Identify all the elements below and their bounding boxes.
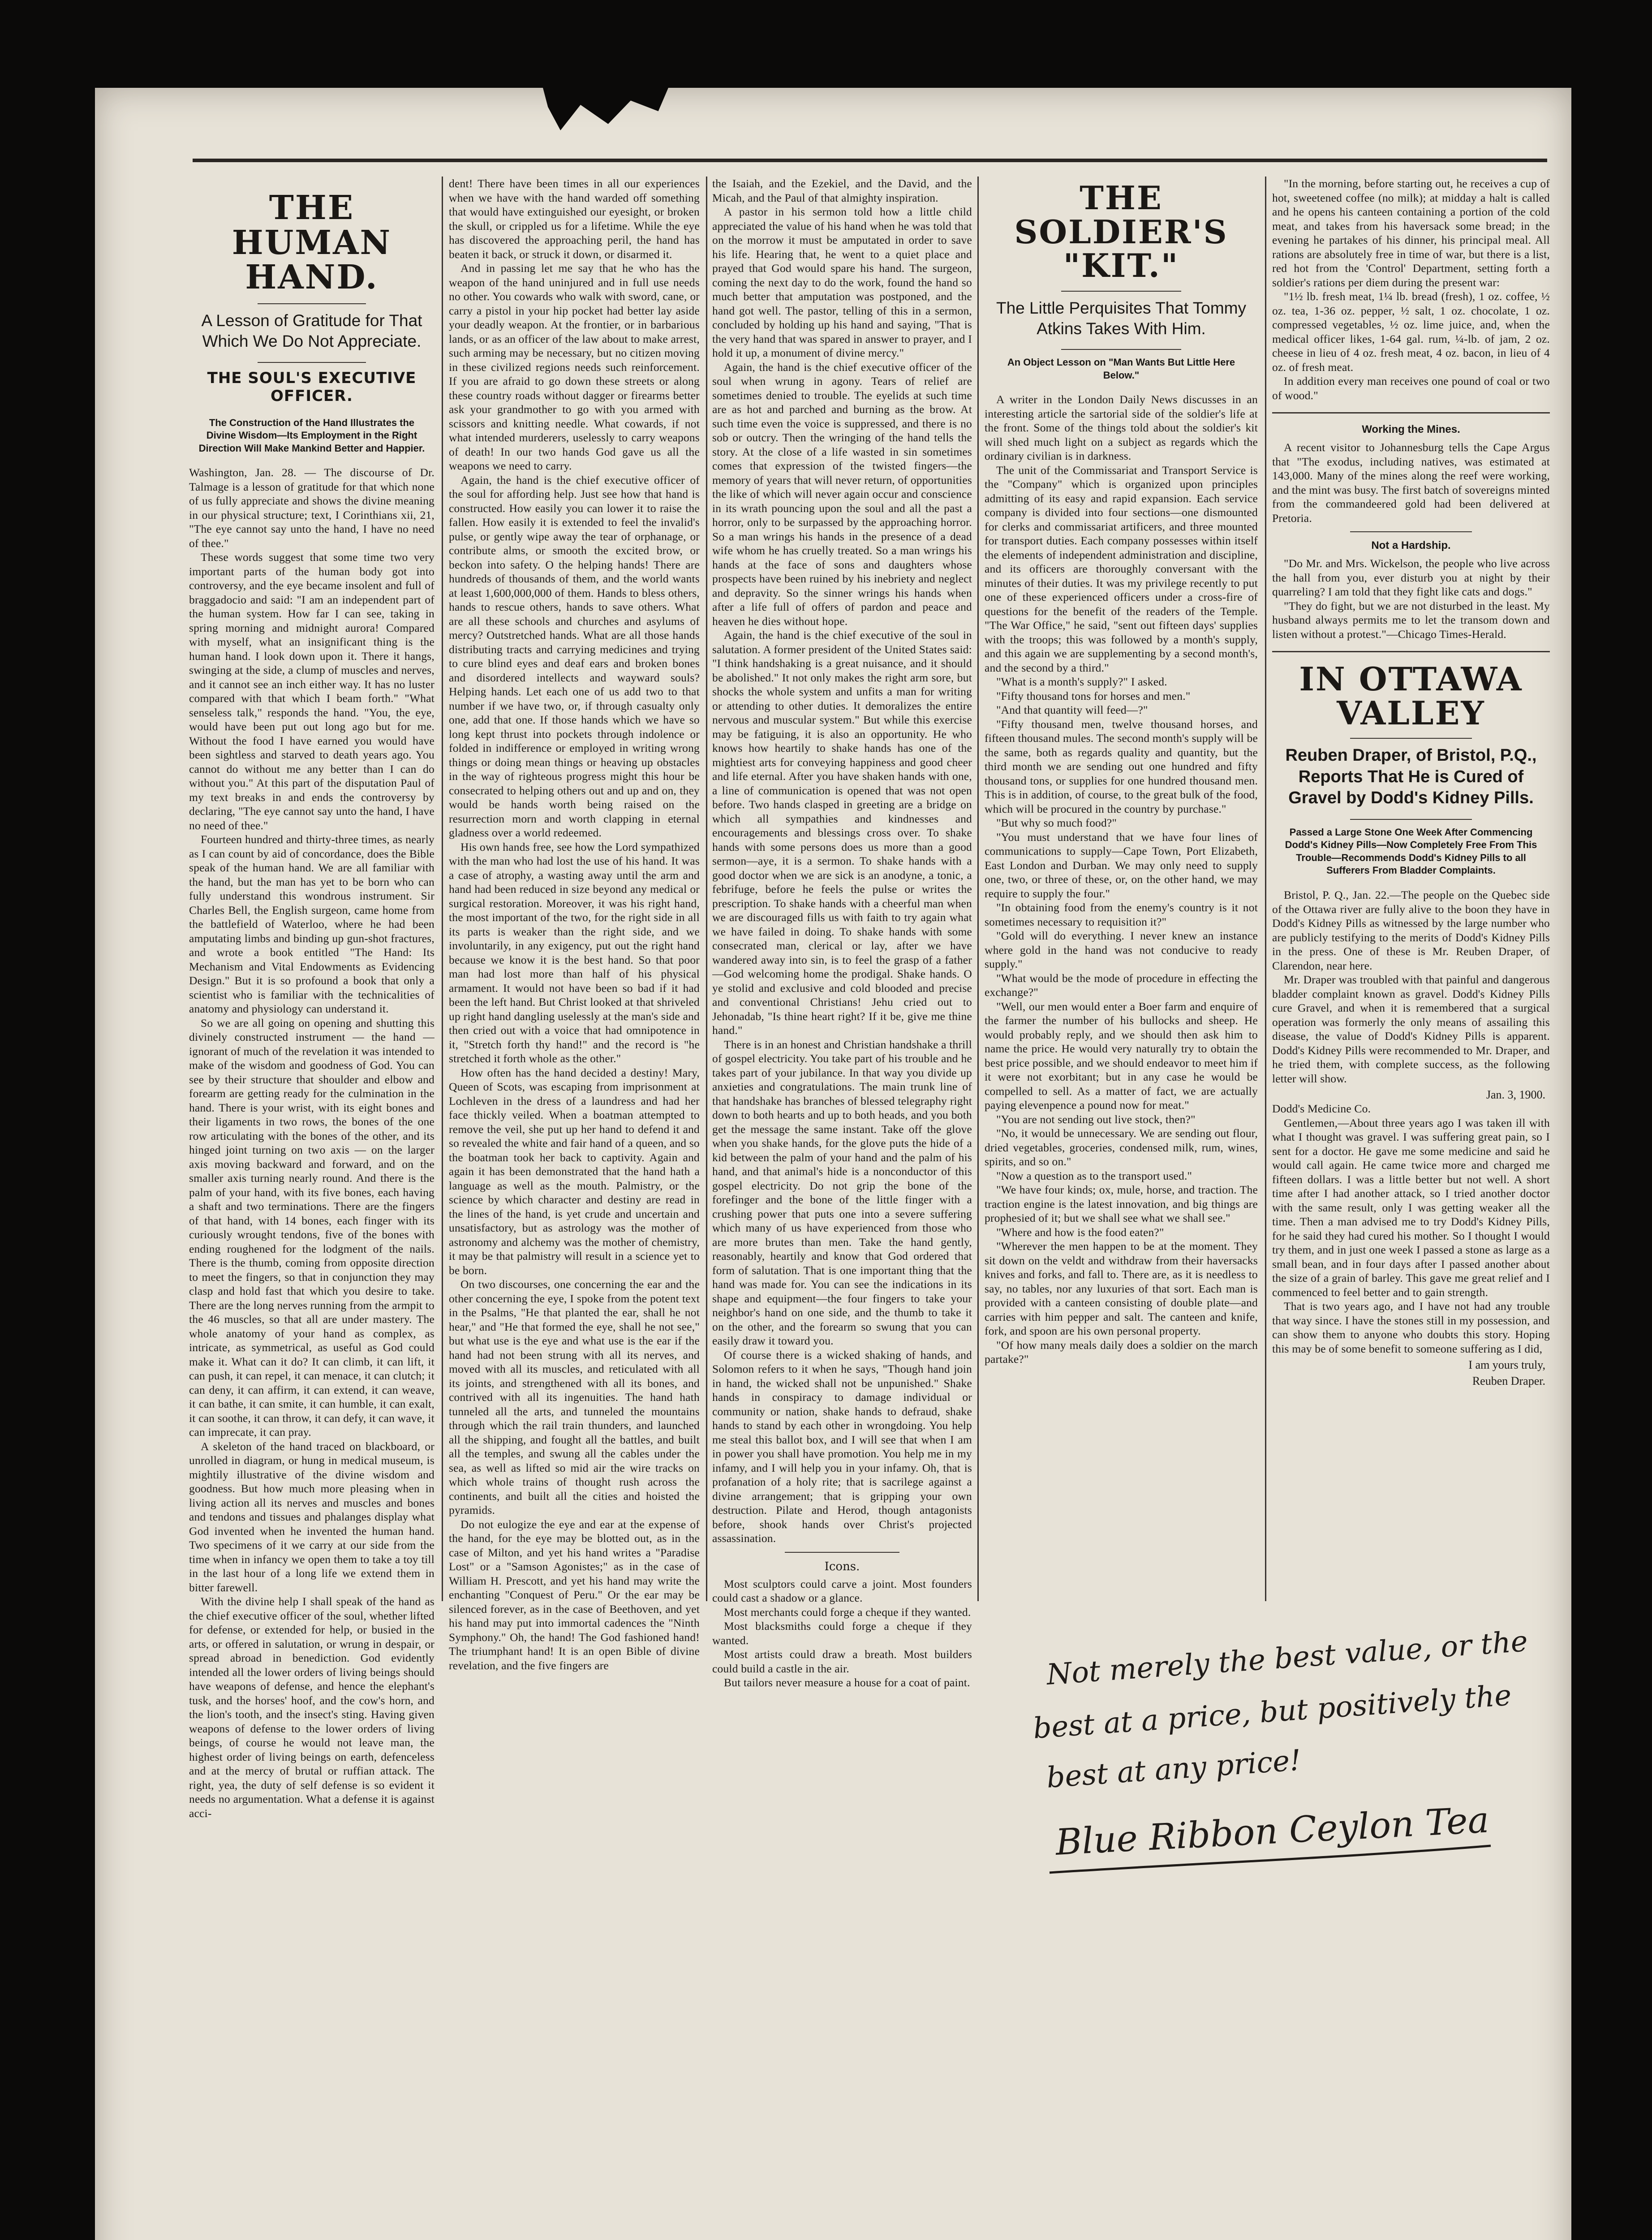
section-rule: [1272, 651, 1550, 652]
paragraph: On two discourses, one concerning the ear and the other concerning the eye, I spoke from the potent text in the Psalms, "He that planted the ear, shall he not hear," and "He that formed the eye, shall he not see," but what use is the eye and what use is the ear if the hand had not been strung with all its nerves, and moved with all its muscles, and reticulated with all its joints, and strengthened with all its bones, and contrived with all its ingenuities. The hand hath tunneled all the arts, and tunneled the mountains through which the rail train thunders, and launched all the shipping, and fought all the battles, and built all the temples, and swung all the cables under the sea, as well as lifted so mid air the wire tracks on which whole trains of thought rush across the continents, and built all the cities and hoisted the pyramids.: [449, 1278, 700, 1516]
paragraph: Most artists could draw a breath. Most builders could build a castle in the air.: [712, 1648, 972, 1675]
ad-brand: Blue Ribbon Ceylon Tea: [1054, 1799, 1490, 1863]
section-heading: THE SOUL'S EXECUTIVE OFFICER.: [207, 369, 417, 405]
paragraph: These words suggest that some time two very important parts of the human body got into controversy, and the eye became insolent and full of braggadocio and said: "I am an independent part of the human system. How far I can see, taking in spring morning and midnight aurora! Compared with myself, what an insignificant thing is the human hand. I look down upon it. There it hangs, swinging at the side, a clump of muscles and nerves, and it cannot see an inch either way. It has no luster compared with that which I beam forth." "What senseless talk," responds the hand. "You, the eye, would have been put out long ago but for me. Without the food I have earned you would have been sightless and starved to death years ago. You cannot do without me any better than I can do without you." At this part of the disputation Paul of my text breaks in and ends the controversy by declaring, "The eye cannot say unto the hand, I have no need of thee.": [189, 551, 435, 832]
article-body: [189, 465, 435, 1820]
torn-edge: [543, 88, 668, 130]
column-1: [189, 177, 435, 2081]
paragraph: "Where and how is the food eaten?": [996, 1225, 1164, 1239]
paragraph: "Fifty thousand men, twelve thousand horses, and fifteen thousand mules. The second month's supply will be the same, both as regards quality and quantity, but the third month we are sending out one hundred and fifty thousand tons, or supplies for one hundred thousand men. This is in addition, of course, to the great bulk of the food, which will be procured in the country by purchase.": [985, 717, 1258, 815]
paragraph: His own hands free, see how the Lord sympathized with the man who had lost the use of his hand. It was a case of atrophy, a wasting away until the arm and hand had been reduced in size beyond any medical or surgical restoration. Moreover, it was his right hand, the most important of the two, for the right side in all its parts is weaker than the right side, and we involuntarily, in any exigency, put out the right hand because we know it is the best hand. So that poor man had lost more than half of his physical armament. It would not have been so bad if it had been the left hand. But Christ looked at that shriveled up right hand dangling uselessly at the man's side and then cried out with a voice that had omnipotence in it, "Stretch forth thy hand!" and the record is "he stretched it forth whole as the other.": [449, 840, 700, 1065]
paragraph: "Now a question as to the transport used.": [996, 1169, 1192, 1182]
tea-advertisement: [1007, 1622, 1544, 1908]
paragraph: Again, the hand is the chief executive officer of the soul when wrung in agony. Tears of relief are sometimes denied to trouble. The eyelids at such time are as hot and parched and burning as the brow. At such time even the voice is suppressed, and there is no sob or outcry. Then the wringing of the hand tells the story. At the close of a life wasted in sin sometimes comes that expression of the twisted fingers—the memory of years that will never return, of opportunities the like of which will never again occur and conscience in its wrath pouncing upon the soul and all the past a horror, only to be surpassed by the approaching horror. So a man wrings his hands in the presence of a dead wife whom he has cruelly treated. So a man wrings his hands at the face of sons and daughters whose prospects have been ruined by his inebriety and neglect and depravity. So the sinner wrings his hands when after a life full of offers of pardon and peace and heaven he dies without hope.: [712, 360, 972, 628]
paragraph: A writer in the London Daily News discusses in an interesting article the sartorial side of the soldier's life at the front. Some of the things told about the soldier's kit will shed much light on a subject as regards which the ordinary civilian is in darkness.: [985, 393, 1258, 463]
letter-salutation: Dodd's Medicine Co.: [1272, 1102, 1371, 1116]
paragraph: How often has the hand decided a destiny! Mary, Queen of Scots, was escaping from imprisonment at Lochleven in the dress of a laundress and had her face thickly veiled. When a boatman attempted to remove the veil, she put up her hand to defend it and so revealed the white and fair hand of a queen, and so the boatman took her back to captivity. Again and again it has been demonstrated that the hand hath a language as well as the mouth. Palmistry, or the science by which character and destiny are read in the lines of the hand, is yet crude and uncertain and unsatisfactory, but as astrology was the mother of astronomy and alchemy was the mother of chemistry, it may be that palmistry will result in a science yet to be born.: [449, 1066, 700, 1277]
paragraph: "But why so much food?": [996, 816, 1117, 830]
paragraph: "Gold will do everything. I never knew an instance where gold in the hand was not conducive to ready supply.": [985, 929, 1258, 971]
paragraph: Mr. Draper was troubled with that painful and dangerous bladder complaint known as gravel. Dodd's Kidney Pills cure Gravel, and when it is remembered that a surgical operation was formerly the only means of assailing this disease, the value of Dodd's Kidney Pills is apparent. Dodd's Kidney Pills were recommended to Mr. Draper, and he tried them, with complete success, as the following letter will show.: [1272, 973, 1550, 1085]
article-title-human-hand: THE HUMAN HAND.: [232, 189, 392, 297]
title-rule: [1350, 738, 1472, 739]
column-2: [449, 177, 700, 2081]
column-divider: [1265, 177, 1266, 1601]
column-divider: [442, 177, 443, 1601]
newspaper-sheet: [95, 88, 1571, 2240]
paragraph: "No, it would be unnecessary. We are sending out flour, dried vegetables, groceries, condensed milk, rum, wines, spirits, and so on.": [985, 1127, 1258, 1168]
paragraph: dent! There have been times in all our experiences when we have with the hand warded off something that would have extinguished our eyesight, or broken the skull, or crippled us for a lifetime. While the eye has discovered the approaching peril, the hand has beaten it back, or struck it down, or disarmed it.: [449, 177, 700, 261]
article-title-ottawa-valley: IN OTTAWA VALLEY: [1299, 660, 1523, 732]
paragraph: So we are all going on opening and shutting this divinely constructed instrument — the hand — ignorant of much of the revelation it was intended to make of the wisdom and goodness of God. You can see by their structure that shoulder and elbow and forearm are getting ready for the culmination in the hand. There is your wrist, with its eight bones and their ligaments in two rows, the bones of the one row articulating with the bones of the other, and its hinged joint turning on two axis — on the larger axis moving backward and forward, and on the smaller axis turning nearly round. And there is the palm of your hand, with its five bones, each having a shaft and two terminations. There are the fingers of that hand, with 14 bones, each finger with its curiously wrought tendons, five of the bones with ending roughened for the lodgment of the nails. There is the thumb, coming from opposite direction to meet the fingers, so that in conjunction they may clasp and hold fast that which you desire to take. There are the long nerves running from the armpit to the 46 muscles, so that all are under mastery. The whole anatomy of your hand as complex, as intricate, as symmetrical, as useful as God could make it. What can it do? It can climb, it can lift, it can push, it can repel, it can menace, it can clutch; it can deny, it can affirm, it can extend, it can weave, it can bathe, it can smite, it can humble, it can exalt, it can soothe, it can throw, it can defy, it can wave, it can imprecate, it can pray.: [189, 1016, 435, 1439]
letter-closing: I am yours truly,: [1468, 1358, 1545, 1372]
article-subtitle: Reuben Draper, of Bristol, P.Q., Reports That He is Cured of Gravel by Dodd's Kidney Pills.: [1285, 746, 1537, 808]
paragraph: "You must understand that we have four lines of communications to supply—Cape Town, Port Elizabeth, East London and Durban. We may only need to supply one, two, or three of these, or, on the other hand, we may require to supply the four.": [985, 830, 1258, 900]
paragraph: "And that quantity will feed—?": [996, 703, 1148, 717]
paragraph: "What is a month's supply?" I asked.: [996, 675, 1167, 689]
column-divider: [977, 177, 979, 1601]
paragraph: A recent visitor to Johannesburg tells the Cape Argus that "The exodus, including natives, was estimated at 143,000. Many of the mines along the reef were working, and the mint was busy. The first batch of sovereigns minted from the commandeered gold had been delivered at Pretoria.: [1272, 441, 1550, 525]
paragraph: A skeleton of the hand traced on blackboard, or unrolled in diagram, or hung in medical museum, is mightily illustrative of the divine wisdom and goodness. But how much more pleasing when in living action all its nerves and muscles and bones and tendons and tissues and phalanges display what God invented when he invented the human hand. Two specimens of it we carry at our side from the time when in infancy we open them to take a toy till in the last hour of a long life we extend them in bitter farewell.: [189, 1439, 435, 1594]
column-divider: [706, 177, 707, 1601]
ad-line-1: Not merely the best value, or the: [1045, 1625, 1529, 1692]
mines-heading: Working the Mines.: [1362, 423, 1460, 435]
title-rule: [258, 303, 366, 304]
paragraph: "What would be the mode of procedure in effecting the exchange?": [985, 971, 1258, 999]
article-title-soldiers-kit: THE SOLDIER'S "KIT.": [1014, 179, 1228, 285]
paragraph: "Of how many meals daily does a soldier on the march partake?": [985, 1338, 1258, 1366]
paragraph: "Do Mr. and Mrs. Wickelson, the people who live across the hall from you, ever disturb you at night by their quarreling? I am told that they fight like cats and dogs.": [1272, 557, 1550, 598]
header-rule: [193, 159, 1547, 162]
paragraph: "Well, our men would enter a Boer farm and enquire of the farmer the number of his bullocks and sheep. He would probably reply, and we should then ask him to name the price. He would very naturally try to obtain the best price possible, and we should endeavor to meet him if it were not exorbitant; but in any case he would be compelled to sell. As a matter of fact, we are actually paying elevenpence a pound now for meat.": [985, 999, 1258, 1112]
paragraph: "In the morning, before starting out, he receives a cup of hot, sweetened coffee (no milk); at midday a halt is called and he opens his canteen containing a portion of the cold meat, and takes from his haversack some bread; in the evening he partakes of his dinner, his principal meal. All rations are absolutely free in time of war, but there is a list, red hot from the 'Control' Department, setting forth a soldier's rations per diem during the present war:: [1272, 177, 1550, 289]
article-deck: Passed a Large Stone One Week After Commencing Dodd's Kidney Pills—Now Completely Free From This Trouble—Recommends Dodd's Kidney Pills to all Sufferers From Bladder Complaints.: [1285, 826, 1537, 876]
article-deck: The Construction of the Hand Illustrates the Divine Wisdom—Its Employment in the Right Direction Will Make Mankind Better and Happier.: [198, 417, 425, 454]
paragraph: Most blacksmiths could forge a cheque if they wanted.: [712, 1620, 972, 1647]
paragraph: Fourteen hundred and thirty-three times, as nearly as I can count by aid of concordance, does the Bible speak of the human hand. We are all familiar with the hand, but the man has yet to be born who can fully understand this wondrous instrument. Sir Charles Bell, the English surgeon, came home from the battlefield of Waterloo, where he had been amputating limbs and binding up gun-shot fractures, and wrote a book entitled "The Hand: Its Mechanism and Vital Endowments as Evidencing Design." But it is so profound a book that only a scientist who is familiar with the technicalities of anatomy and physiology can understand it.: [189, 833, 435, 1016]
paragraph: Again, the hand is the chief executive officer of the soul for affording help. Just see how that hand is constructed. How easily you can lower it to raise the fallen. How easily it is extended to feel the invalid's pulse, or gently wipe away the tear of orphanage, or contribute alms, or smooth the excited brow, or beckon into safety. O the helping hands! There are hundreds of thousands of them, and the world wants at least 1,600,000,000 of them. Hands to bless others, hands to rescue others, hands to save others. What are all these schools and churches and asylums of mercy? Outstretched hands. What are all those hands distributing tracts and carrying medicines and trying to cure blind eyes and deaf ears and broken bones and disordered intellects and wayward souls? Helping hands. Let each one of us add two to that number if we have two, or, if through casualty only one, add that one. If those hands which we have so long kept thrust into pockets through indolence or folded in indifference or employed in writing wrong things or doing mean things or heaving up obstacles in the way of righteous progress might this hour be consecrated to helping others out and up and on, they would be hands worth being raised on the resurrection morn and worth clapping in eternal gladness over a world redeemed.: [449, 473, 700, 839]
paragraph: Again, the hand is the chief executive of the soul in salutation. A former president of the United States said: "I think handshaking is a great nuisance, and it should be abolished." It not only makes the right arm sore, but shocks the whole system and unfits a man for writing or attending to other duties. It demoralizes the entire nervous and muscular system." But while this exercise may be fatiguing, it is also an opportunity. He who knows how heartily to shake hands has one of the mightiest arts for conveying happiness and good cheer and life eternal. After you have shaken hands with one, a line of communication is opened that was not open before. Two hands clasped in greeting are a bridge on which all sympathies and kindnesses and encouragements and blessings cross over. To shake hands with some persons does us more than a good sermon—aye, it is a sermon. To shake hands with a good doctor when we are sick is an anodyne, a tonic, a febrifuge, before he feels the pulse or writes the prescription. To shake hands with a cheerful man when we are discouraged fills us with faith to try again what we have failed in doing. To shake hands with some consecrated man, clerical or lay, after we have wandered away into sin, is to feel the grasp of a father—God welcoming home the prodigal. Shake hands. O ye stolid and exclusive and cold blooded and precise and conventional Christians! Jehu cried out to Jehonadab, "Is thine heart right? If it be, give me thine hand.": [712, 629, 972, 1037]
article-subtitle: A Lesson of Gratitude for That Which We Do Not Appreciate.: [201, 311, 422, 351]
article-subtitle: The Little Perquisites That Tommy Atkins Takes With Him.: [996, 298, 1246, 338]
paragraph: "In obtaining food from the enemy's country is it not sometimes necessary to requisition it?": [985, 901, 1258, 928]
letter-signature: Reuben Draper.: [1472, 1374, 1545, 1388]
paragraph: "1½ lb. fresh meat, 1¼ lb. bread (fresh), 1 oz. coffee, ½ oz. tea, 1-36 oz. pepper, ½ salt, 1 oz. chocolate, 1 oz. compressed vegetables, ½ oz. lime juice, and, when the medical officer likes, 1-64 gal. rum, ¼-lb. of jam, 2 oz. cheese in lieu of 4 oz. fresh meat, 4 oz. bacon, in lieu of 4 oz. of fresh meat.: [1272, 290, 1550, 374]
paragraph: Washington, Jan. 28. — The discourse of Dr. Talmage is a lesson of gratitude for that which none of us fully appreciate and shows the divine meaning in our physical structure; text, I Corinthians xii, 21, "The eye cannot say unto the hand, I have no need of thee.": [189, 466, 435, 550]
paragraph: "We have four kinds; ox, mule, horse, and traction. The traction engine is the latest innovation, and big things are prophesied of it; but we shall see what we shall see.": [985, 1183, 1258, 1225]
paragraph: There is in an honest and Christian handshake a thrill of gospel electricity. You take part of his trouble and he takes part of your jubilance. In that way you divide up anxieties and congratulations. The main trunk line of that handshake has branches of blessed telegraphy right down to both hearts and up to both heads, and you both get the message the same instant. Take off the glove when you shake hands, for the glove puts the hide of a kid between the palm of your hand and the palm of his hand, and that animal's hide is a nonconductor of this gospel electricity. Do not grip the bone of the forefinger and the bone of the little finger with a crushing power that puts one into a severe suffering which many of us have experienced from those who are more brutes than men. Take the hand gently, reasonably, heartily and know that God ordered that form of salutation. That is one important thing that the hand was made for. You can see the indications in its shape and equipment—the four fingers to take your neighbor's hand on one side, and the thumb to take it on the other, and the forearm so swung that you can easily draw it toward you.: [712, 1038, 972, 1347]
column-4: [985, 177, 1258, 1565]
letter-date: Jan. 3, 1900.: [1486, 1088, 1545, 1102]
paragraph: "Wherever the men happen to be at the moment. They sit down on the veldt and withdraw from their haversacks knives and forks, and fall to. There are, as it is needless to say, no tables, nor any luxuries of that sort. Each man is provided with a canteen consisting of double plate—and carries with him pepper and salt. The canteen and knife, fork, and spoon are his own personal property.: [985, 1240, 1258, 1338]
subtitle-rule: [258, 362, 366, 363]
paragraph: Bristol, P. Q., Jan. 22.—The people on the Quebec side of the Ottawa river are fully alive to the boon they have in Dodd's Kidney Pills as witnessed by the large number who are publicly testifying to the merits of Dodd's Kidney Pills in the press. One of these is Mr. Reuben Draper, of Clarendon, near here.: [1272, 888, 1550, 972]
paragraph: But tailors never measure a house for a coat of paint.: [724, 1676, 970, 1689]
divider-rule: [785, 1552, 899, 1553]
paragraph: And in passing let me say that he who has the weapon of the hand uninjured and in full use needs no other. You cowards who walk with sword, cane, or carry a pistol in your hip pocket had better lay aside your deadly weapon. At the frontier, or in barbarious lands, or as an officer of the law about to make arrest, such arming may be necessary, but no citizen moving in these civilized regions needs such reinforcement. If you are afraid to go down these streets or along these country roads without dagger or firearms better ask your grandmother to go with you armed with scissors and knitting needle. What cowards, if not what intended murderers, uselessly to carry weapons of death! In our two hands God gave us all the weapons we need to carry.: [449, 262, 700, 472]
section-rule: [1272, 412, 1550, 414]
subtitle-rule: [1350, 819, 1472, 820]
article-deck: An Object Lesson on "Man Wants But Little Here Below.": [1007, 357, 1235, 381]
paragraph: Do not eulogize the eye and ear at the expense of the hand, for the eye may be blotted out, as in the case of Milton, and yet his hand writes a "Paradise Lost" or a "Samson Agonistes;" as in the case of William H. Prescott, and yet his hand may write the enchanting "Conquest of Peru." Or the ear may be silenced forever, as in the case of Beethoven, and yet his hand may put into immortal cadences the "Ninth Symphony." Oh, the hand! The God fashioned hand! The triumphant hand! It is an open Bible of divine revelation, and the five fingers are: [449, 1517, 700, 1672]
ad-script-graphic: [1007, 1622, 1544, 1908]
column-3: [712, 177, 972, 2081]
paragraph: Gentlemen,—About three years ago I was taken ill with what I thought was gravel. I was suffering great pain, so I sent for a doctor. He gave me some medicine and said he would call again. He came twice more and charged me fifteen dollars. I was a little better but not well. A short time after I had another attack, so I tried another doctor with the same result, only I was getting weaker all the time. Then a man advised me to try Dodd's Kidney Pills, for he said they had cured his mother. So I thought I would try them, and in just one week I passed a stone as large as a small bean, and in four days after I passed another about the size of a grain of barley. This gave me great relief and I commenced to feel better and to gain strength.: [1272, 1116, 1550, 1299]
paragraph: Of course there is a wicked shaking of hands, and Solomon refers to it when he says, "Though hand join in hand, the wicked shall not be unpunished." Shake hands in conspiracy to damage individual or community or nation, shake hands to defraud, shake hands to stand by each other in wrongdoing. You help me steal this ballot box, and I will see that when I am in power you shall have promotion. You help me in my infamy, and I will help you in your infamy. Oh, that is profanation of a holy rite; that is sacrilege against a divine arrangement; that is gripping your own destruction. Pilate and Herod, though antagonists before, shook hands over Christ's projected assassination.: [712, 1348, 972, 1545]
hardship-heading: Not a Hardship.: [1371, 539, 1451, 551]
paragraph: In addition every man receives one pound of coal or two of wood.": [1272, 375, 1550, 402]
paragraph: "You are not sending out live stock, then?": [996, 1112, 1196, 1126]
title-rule: [1061, 291, 1181, 292]
ad-line-2: best at a price, but positively the: [1032, 1679, 1513, 1745]
paragraph: A pastor in his sermon told how a little child appreciated the value of his hand when he was told that on the morrow it must be amputated in order to save his life. Hearing that, he went to a quiet place and prayed that God would spare his hand. The surgeon, coming the next day to do the work, found the hand so much better that amputation was postponed, and the hand got well. The pastor, telling of this in a sermon, concluded by holding up his hand and saying, "That is the very hand that was spared in answer to prayer, and I hold it up, a monument of divine mercy.": [712, 205, 972, 359]
paragraph: the Isaiah, and the Ezekiel, and the David, and the Micah, and the Paul of that almighty inspiration.: [712, 177, 972, 204]
divider-rule: [1350, 531, 1472, 532]
paragraph: With the divine help I shall speak of the hand as the chief executive officer of the soul, whether lifted for defense, or extended for help, or busied in the arts, or offered in salutation, or wrung in despair, or spread abroad in benediction. God evidently intended all the lower orders of living beings should have weapons of defense, and hence the elephant's tusk, and the horses' hoof, and the cow's horn, and the lion's tooth, and the insect's sting. Having given weapons of defense to the lower orders of living beings, of course he would not leave man, the highest order of living beings on earth, defenceless and at the mercy of brutal or ruffian attack. The right, yea, the duty of self defense is so evident it needs no argumentation. What a defense it is against acci-: [189, 1595, 435, 1820]
paragraph: The unit of the Commissariat and Transport Service is the "Company" which is organized upon principles admitting of its easy and rapid expansion. Each service company is divided into four sections—one dismounted for clerks and commissariat artificers, and three mounted for transport duties. Each company possesses within itself the elements of independent administration and discipline, and its officers are thoroughly conversant with the minutes of their duties. It was my privilege recently to put one of these experienced officers under a cross-fire of questions for the benefit of the readers of the Temple. "The War Office," he said, "sent out fifteen days' supplies with the troops; this was followed by a month's supply, and this again we are supplementing by a second month's, and the second by a third.": [985, 463, 1258, 674]
ad-line-3: best at any price!: [1045, 1744, 1303, 1795]
paragraph: "They do fight, but we are not disturbed in the least. My husband always permits me to let the transom down and listen without a protest."—Chicago Times-Herald.: [1272, 599, 1550, 641]
paragraph: "Fifty thousand tons for horses and men.": [996, 689, 1191, 702]
paragraph: Most merchants could forge a cheque if they wanted.: [724, 1605, 971, 1619]
paragraph: That is two years ago, and I have not had any trouble that way since. I have the stones still in my possession, and can show them to anyone who doubts this story. Hoping this may be of some benefit to someone suffering as I did,: [1272, 1300, 1550, 1355]
paragraph: Most sculptors could carve a joint. Most founders could cast a shadow or a glance.: [712, 1577, 972, 1604]
icons-heading: Icons.: [824, 1559, 860, 1573]
subtitle-rule: [1061, 349, 1181, 350]
